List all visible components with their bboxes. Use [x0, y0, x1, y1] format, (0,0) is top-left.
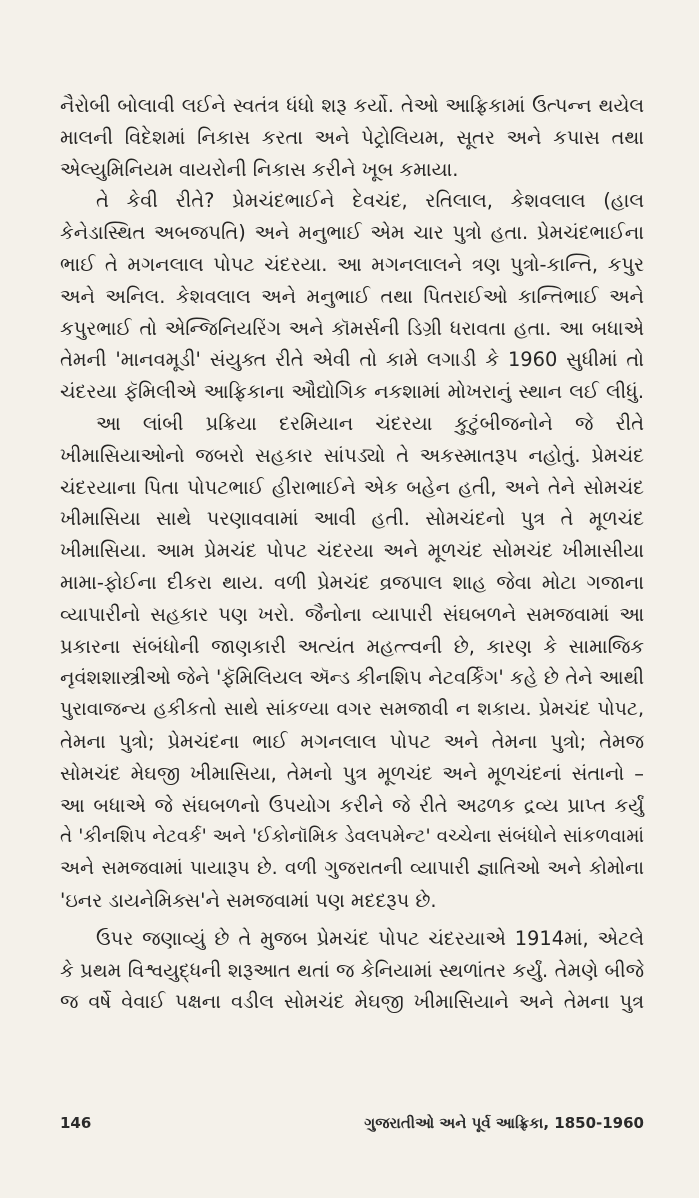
text-line: આ બધાએ જે સંઘબળનો ઉપયોગ કરીને જે રીતે અઢળક દ્રવ્ય પ્રાપ્ત કર્યું — [60, 793, 644, 817]
text-line: નૃવંશશાસ્ત્રીઓ જેને 'ફૅમિલિયલ ઍન્ડ કીનશિપ નેટવર્કિંગ' કહે છે તેને આથી — [60, 666, 644, 690]
text-line: ચંદરયાના પિતા પોપટભાઈ હીરાભાઈને એક બહેન હતી, અને તેને સોમચંદ — [60, 475, 644, 499]
text-line: નૈરોબી બોલાવી લઈને સ્વતંત્ર ધંધો શરૂ કર્યો. તેઓ આફ્રિકામાં ઉત્પન્ન થયેલ — [60, 94, 644, 117]
text-line: તેમના પુત્રો; પ્રેમચંદના ભાઈ મગનલાલ પોપટ અને તેમના પુત્રો; તેમજ — [60, 729, 644, 753]
text-line: અને સમજવામાં પાયારૂપ છે. વળી ગુજરાતની વ્યાપારી જ્ઞાતિઓ અને કોમોના — [60, 857, 644, 880]
running-title: ગુજરાતીઓ અને પૂર્વ આફ્રિકા, 1850-1960 — [364, 1114, 644, 1132]
text-line: ઉપર જણાવ્યું છે તે મુજબ પ્રેમચંદ પોપટ ચંદરયાએ 1914માં, એટલે — [96, 926, 644, 950]
text-line: કે પ્રથમ વિશ્વયુદ્ધની શરૂઆત થતાં જ કેનિયામાં સ્થળાંતર કર્યું. તેમણે બીજે — [60, 958, 644, 982]
text-line: તે 'કીનશિપ નેટવર્ક' અને 'ઈકોનૉમિક ડેવલપમેન્ટ' વચ્ચેના સંબંધોને સાંકળવામાં — [60, 826, 644, 848]
text-line: ખીમાસિયા. આમ પ્રેમચંદ પોપટ ચંદરયા અને મૂળચંદ સોમચંદ ખીમાસીયા — [60, 539, 644, 563]
page-number: 146 — [60, 1114, 92, 1132]
text-line: ભાઈ તે મગનલાલ પોપટ ચંદરયા. આ મગનલાલને ત્રણ પુત્રો-કાન્તિ, કપુર — [60, 252, 644, 276]
paragraph-4 — [60, 923, 644, 1018]
text-line: આ લાંબી પ્રક્રિયા દરમિયાન ચંદરયા કુટુંબીજનોને જે રીતે — [96, 411, 644, 435]
text-line: જ વર્ષે વેવાઈ પક્ષના વડીલ સોમચંદ મેઘજી ખીમાસિયાને અને તેમના પુત્ર — [60, 990, 644, 1014]
paragraph-3 — [60, 408, 644, 917]
paragraph-2 — [60, 185, 644, 408]
text-line: સોમચંદ મેઘજી ખીમાસિયા, તેમનો પુત્ર મૂળચંદ અને મૂળચંદનાં સંતાનો – — [60, 761, 644, 785]
text-line: પ્રકારના સંબંધોની જાણકારી અત્યંત મહત્ત્વની છે, કારણ કે સામાજિક — [60, 634, 644, 658]
text-line: પુરાવાજન્ય હકીકતો સાથે સાંકળ્યા વગર સમજાવી ન શકાય. પ્રેમચંદ પોપટ, — [60, 698, 644, 721]
text-line: મામા-ફોઈના દીકરા થાય. વળી પ્રેમચંદ વ્રજપાલ શાહ જેવા મોટા ગજાના — [60, 570, 644, 594]
text-line: ચંદરયા ફૅમિલીએ આફ્રિકાના ઔદ્યોગિક નકશામાં મોખરાનું સ્થાન લઈ લીધું. — [60, 380, 644, 404]
paragraph-1 — [60, 90, 644, 185]
text-line: કેનેડાસ્થિત અબજપતિ) અને મનુભાઈ એમ ચાર પુત્રો હતા. પ્રેમચંદભાઈના — [60, 221, 644, 245]
text-line: એલ્યુમિનિયમ વાયરોની નિકાસ કરીને ખૂબ કમાયા. — [60, 157, 459, 181]
text-line: ખીમાસિયાઓનો જબરો સહકાર સાંપડ્યો તે અકસ્માતરૂપ નહોતું. પ્રેમચંદ — [60, 443, 644, 467]
text-line: તે કેવી રીતે? પ્રેમચંદભાઈને દેવચંદ, રતિલાલ, કેશવલાલ (હાલ — [96, 189, 644, 213]
text-line: અને અનિલ. કેશવલાલ અને મનુભાઈ તથા પિતરાઈઓ કાન્તિભાઈ અને — [60, 284, 644, 308]
text-line: માલની વિદેશમાં નિકાસ કરતા અને પેટ્રોલિયમ, સૂતર અને કપાસ તથા — [60, 125, 644, 149]
text-line: કપુરભાઈ તો એન્જિનિયરિંગ અને કૉમર્સની ડિગ્રી ધરાવતા હતા. આ બધાએ — [60, 316, 644, 340]
page-footer — [60, 1114, 644, 1138]
text-line: વ્યાપારીનો સહકાર પણ ખરો. જૈનોના વ્યાપારી સંઘબળને સમજવામાં આ — [60, 602, 644, 626]
text-line: તેમની 'માનવમૂડી' સંયુક્ત રીતે એવી તો કામે લગાડી કે 1960 સુધીમાં તો — [60, 348, 644, 372]
text-line: 'ઇનર ડાયનેમિક્સ'ને સમજવામાં પણ મદદરૂપ છે. — [60, 888, 437, 912]
text-line: ખીમાસિયા સાથે પરણાવવામાં આવી હતી. સોમચંદનો પુત્ર તે મૂળચંદ — [60, 507, 644, 531]
body-text — [60, 90, 644, 1018]
